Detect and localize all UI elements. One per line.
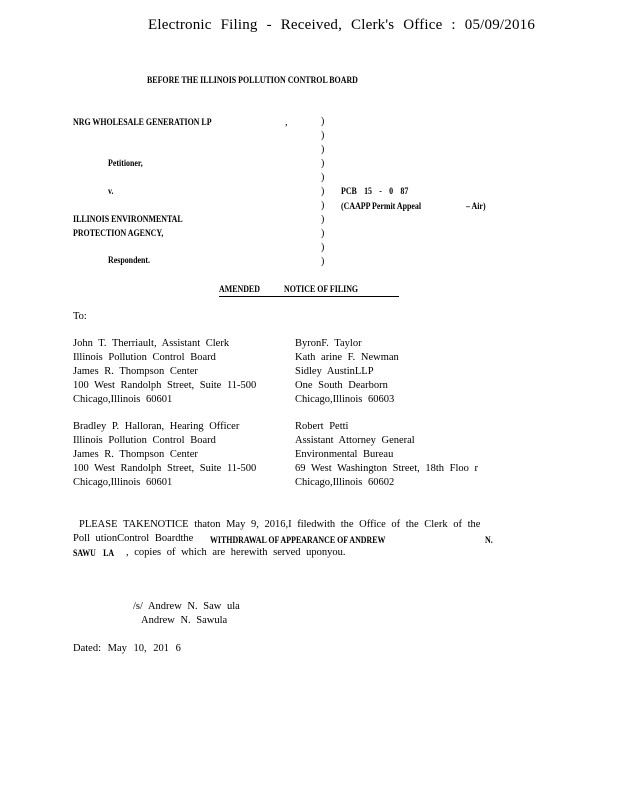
address-line: Environmental Bureau	[295, 449, 394, 460]
address-line: Robert Petti	[295, 421, 349, 432]
address-line: Kath arine F. Newman	[295, 352, 399, 363]
address-line: 100 West Randolph Street, Suite 11-500	[73, 380, 257, 391]
notice-body-line-1: PLEASE TAKENOTICE thaton May 9, 2016,I filedwith the Office of the Clerk of the	[79, 519, 481, 530]
address-line: James R. Thompson Center	[73, 366, 198, 377]
notice-title-amended: AMENDED	[219, 284, 260, 294]
notice-title: NOTICE OF FILING	[284, 284, 359, 294]
caption-paren: )	[321, 130, 325, 141]
caption-paren: )	[321, 116, 325, 127]
caption-paren: )	[321, 256, 325, 267]
address-line: Illinois Pollution Control Board	[73, 352, 216, 363]
electronic-signature: /s/ Andrew N. Saw ula	[133, 601, 240, 612]
notice-body-line-3: , copies of which are herewith served uponyou.	[126, 547, 346, 558]
address-line: Sidley AustinLLP	[295, 366, 374, 377]
address-line: Chicago,Illinois 60601	[73, 477, 173, 488]
caption-paren: )	[321, 158, 325, 169]
address-line: James R. Thompson Center	[73, 449, 198, 460]
service-recipient-clerk	[73, 337, 256, 407]
dated-line: Dated: May 10, 201 6	[73, 643, 181, 654]
caption-comma: ,	[285, 117, 288, 128]
address-line: One South Dearborn	[295, 380, 388, 391]
caption-paren: )	[321, 200, 325, 211]
address-line: Chicago,Illinois 60603	[295, 394, 395, 405]
notice-body-line-2: Poll utionControl Boardthe	[73, 533, 194, 544]
versus-label: v.	[108, 186, 114, 196]
service-recipient-sidley	[295, 337, 399, 407]
address-line: Illinois Pollution Control Board	[73, 435, 216, 446]
caption-paren: )	[321, 172, 325, 183]
address-line: John T. Therriault, Assistant Clerk	[73, 338, 230, 349]
service-recipient-attorney-general	[295, 420, 478, 490]
respondent-name-line-2: PROTECTION AGENCY,	[73, 228, 164, 238]
address-line: ByronF. Taylor	[295, 338, 362, 349]
address-line: 100 West Randolph Street, Suite 11-500	[73, 463, 257, 474]
petitioner-name: NRG WHOLESALE GENERATION LP	[73, 117, 212, 127]
signatory-name: Andrew N. Sawula	[141, 615, 228, 626]
address-line: Bradley P. Halloran, Hearing Officer	[73, 421, 240, 432]
withdrawal-document-title-end: N.	[485, 535, 493, 545]
respondent-label: Respondent.	[108, 255, 151, 265]
caption-paren: )	[321, 144, 325, 155]
petitioner-label: Petitioner,	[108, 158, 143, 168]
caption-paren: )	[321, 228, 325, 239]
withdrawal-document-name: SAWU LA	[73, 548, 115, 558]
filing-stamp-header: Electronic Filing - Received, Clerk's Office : 05/09/2016	[148, 17, 536, 33]
case-type: (CAAPP Permit Appeal	[341, 201, 422, 211]
to-label: To:	[73, 311, 87, 322]
withdrawal-document-title: WITHDRAWAL OF APPEARANCE OF ANDREW	[210, 535, 386, 545]
address-line: 69 West Washington Street, 18th Floo r	[295, 463, 479, 474]
address-line: Assistant Attorney General	[295, 435, 415, 446]
address-line: Chicago,Illinois 60602	[295, 477, 395, 488]
service-recipient-hearing-officer	[73, 420, 256, 490]
caption-paren: )	[321, 186, 325, 197]
case-type-air: – Air)	[466, 201, 486, 211]
caption-paren: )	[321, 214, 325, 225]
case-number: PCB 15 - 0 87	[341, 186, 409, 196]
caption-paren: )	[321, 242, 325, 253]
address-line: Chicago,Illinois 60601	[73, 394, 173, 405]
respondent-name-line-1: ILLINOIS ENVIRONMENTAL	[73, 214, 183, 224]
board-heading: BEFORE THE ILLINOIS POLLUTION CONTROL BOARD	[147, 75, 358, 85]
